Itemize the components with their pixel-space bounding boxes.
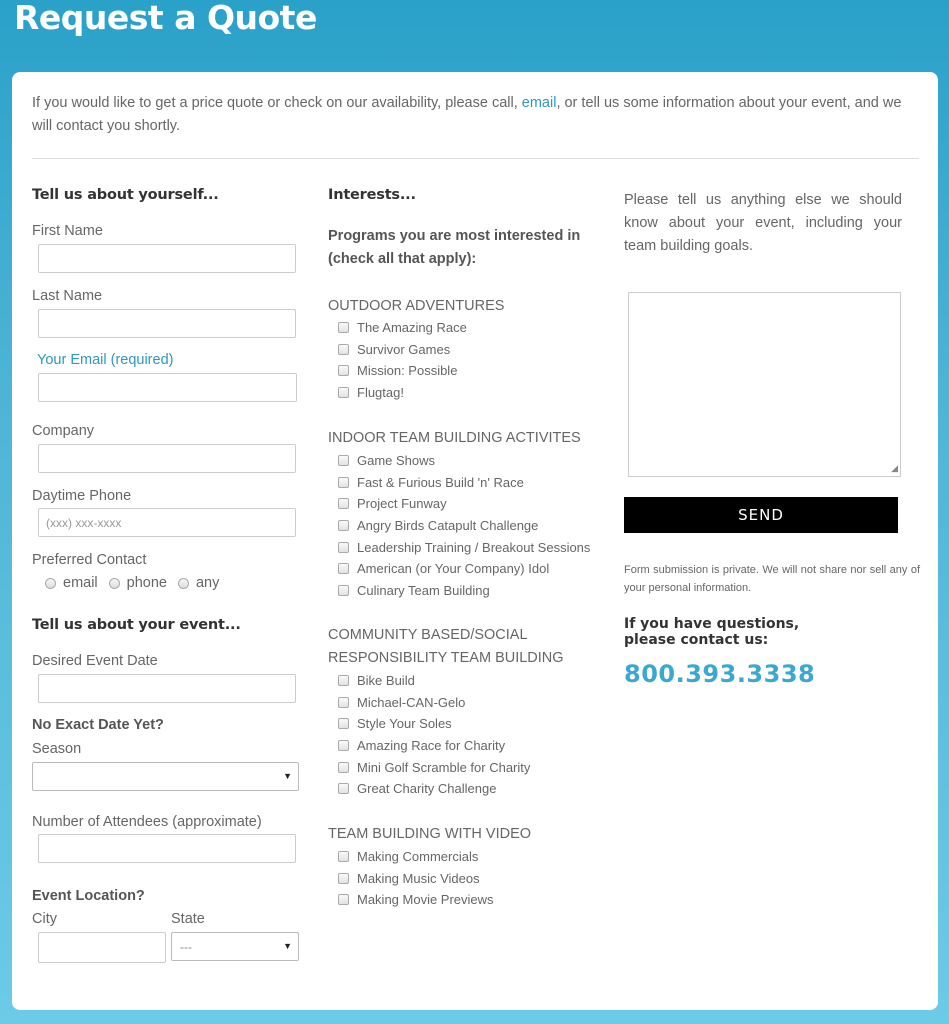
list-item[interactable]: Style Your Soles — [338, 713, 530, 735]
city-input[interactable] — [38, 932, 166, 963]
checkbox-icon[interactable] — [338, 783, 349, 794]
video-list — [338, 846, 494, 911]
intro-text: If you would like to get a price quote or check on our availability, please call, email, or tell us some information about your event, and we will contact you shortly. — [32, 95, 902, 134]
divider — [32, 158, 919, 159]
list-item[interactable]: Mini Golf Scramble for Charity — [338, 756, 530, 778]
checkbox-icon[interactable] — [338, 455, 349, 466]
event-location-label: Event Location? — [32, 888, 145, 904]
list-item[interactable]: Game Shows — [338, 450, 590, 472]
phone-placeholder: (xxx) xxx-xxxx — [46, 515, 122, 530]
list-item[interactable]: Culinary Team Building — [338, 580, 590, 602]
send-button[interactable]: SEND — [624, 497, 898, 533]
email-input[interactable] — [38, 373, 297, 402]
community-list — [338, 670, 530, 800]
group-community-title: COMMUNITY BASED/SOCIAL RESPONSIBILITY TEAM BUILDING — [328, 627, 564, 666]
checkbox-icon[interactable] — [338, 697, 349, 708]
list-item[interactable]: Leadership Training / Breakout Sessions — [338, 536, 590, 558]
list-item[interactable]: Angry Birds Catapult Challenge — [338, 515, 590, 537]
season-label: Season — [32, 741, 82, 757]
dropdown-arrow-icon: ▼ — [283, 941, 292, 951]
outdoor-list — [338, 317, 467, 403]
interests-heading: Interests... — [328, 187, 416, 203]
checkbox-icon[interactable] — [338, 387, 349, 398]
state-label: State — [171, 911, 205, 927]
list-item[interactable]: Flugtag! — [338, 382, 467, 404]
season-select[interactable] — [32, 762, 299, 791]
company-label: Company — [32, 423, 95, 439]
list-item[interactable]: Project Funway — [338, 493, 590, 515]
checkbox-icon[interactable] — [338, 873, 349, 884]
email-label: Your Email (required) — [37, 352, 174, 368]
checkbox-icon[interactable] — [338, 740, 349, 751]
event-date-label: Desired Event Date — [32, 653, 158, 669]
email-link[interactable]: email — [521, 95, 557, 111]
checkbox-icon[interactable] — [338, 344, 349, 355]
checkbox-icon[interactable] — [338, 365, 349, 376]
list-item[interactable]: Fast & Furious Build 'n' Race — [338, 472, 590, 494]
attendees-input[interactable] — [38, 834, 296, 863]
phone-number[interactable]: 800.393.3338 — [624, 660, 816, 688]
list-item[interactable]: Great Charity Challenge — [338, 778, 530, 800]
attendees-label: Number of Attendees (approximate) — [32, 814, 262, 830]
radio-any[interactable]: any — [178, 575, 219, 591]
checkbox-icon[interactable] — [338, 894, 349, 905]
quote-form-card — [12, 72, 938, 1010]
radio-icon[interactable] — [109, 578, 120, 589]
page-title: Request a Quote — [14, 0, 317, 37]
checkbox-icon[interactable] — [338, 851, 349, 862]
group-outdoor-title: OUTDOOR ADVENTURES — [328, 298, 505, 314]
list-item[interactable]: Making Music Videos — [338, 868, 494, 890]
list-item[interactable]: Michael-CAN-Gelo — [338, 692, 530, 714]
no-exact-date-label: No Exact Date Yet? — [32, 717, 164, 733]
preferred-contact-options — [45, 575, 230, 591]
interests-subheading: Programs you are most interested in (check all that apply): — [328, 228, 581, 267]
resize-handle-icon[interactable]: ◢ — [891, 463, 898, 473]
event-date-input[interactable] — [38, 674, 296, 703]
about-yourself-heading: Tell us about yourself... — [32, 187, 219, 203]
list-item[interactable]: The Amazing Race — [338, 317, 467, 339]
checkbox-icon[interactable] — [338, 585, 349, 596]
checkbox-icon[interactable] — [338, 762, 349, 773]
list-item[interactable]: Making Movie Previews — [338, 889, 494, 911]
state-select[interactable]: --- ▼ — [171, 932, 299, 961]
notes-prompt: Please tell us anything else we should know about your event, including your team building goals. — [624, 192, 902, 254]
phone-label: Daytime Phone — [32, 488, 132, 504]
list-item[interactable]: Making Commercials — [338, 846, 494, 868]
city-label: City — [32, 911, 57, 927]
phone-input[interactable] — [38, 508, 296, 537]
checkbox-icon[interactable] — [338, 520, 349, 531]
checkbox-icon[interactable] — [338, 498, 349, 509]
checkbox-icon[interactable] — [338, 563, 349, 574]
list-item[interactable]: Bike Build — [338, 670, 530, 692]
checkbox-icon[interactable] — [338, 718, 349, 729]
list-item[interactable]: Survivor Games — [338, 339, 467, 361]
checkbox-icon[interactable] — [338, 477, 349, 488]
checkbox-icon[interactable] — [338, 322, 349, 333]
about-event-heading: Tell us about your event... — [32, 617, 241, 633]
preferred-contact-label: Preferred Contact — [32, 552, 147, 568]
notes-textarea[interactable] — [628, 292, 901, 477]
last-name-label: Last Name — [32, 288, 103, 304]
privacy-note: Form submission is private. We will not share nor sell any of your personal information. — [624, 564, 920, 594]
first-name-input[interactable] — [38, 244, 296, 273]
radio-email[interactable]: email — [45, 575, 98, 591]
last-name-input[interactable] — [38, 309, 296, 338]
indoor-list — [338, 450, 590, 601]
list-item[interactable]: Mission: Possible — [338, 360, 467, 382]
list-item[interactable]: American (or Your Company) Idol — [338, 558, 590, 580]
group-video-title: TEAM BUILDING WITH VIDEO — [328, 826, 532, 842]
contact-heading: If you have questions, please contact us: — [624, 616, 800, 648]
radio-icon[interactable] — [45, 578, 56, 589]
radio-icon[interactable] — [178, 578, 189, 589]
checkbox-icon[interactable] — [338, 542, 349, 553]
dropdown-arrow-icon: ▼ — [283, 771, 292, 781]
first-name-label: First Name — [32, 223, 103, 239]
radio-phone[interactable]: phone — [109, 575, 167, 591]
checkbox-icon[interactable] — [338, 675, 349, 686]
list-item[interactable]: Amazing Race for Charity — [338, 735, 530, 757]
company-input[interactable] — [38, 444, 296, 473]
group-indoor-title: INDOOR TEAM BUILDING ACTIVITES — [328, 430, 581, 446]
